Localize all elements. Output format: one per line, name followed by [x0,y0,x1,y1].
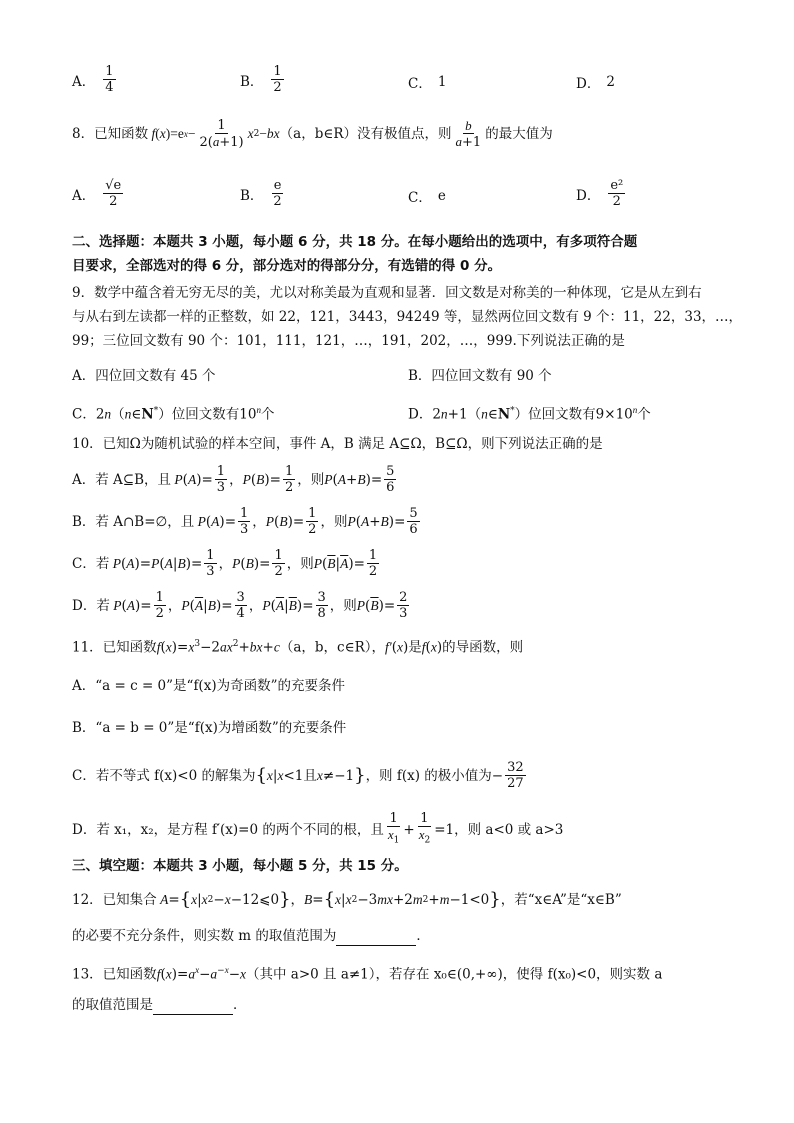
q12-line2: 的必要不充分条件，则实数 m 的取值范围为 ． [72,928,430,944]
q10-option-c: C．若 P ( A )= P ( A | B )= $\frac{1}{3}$ ， P ( B )= $\frac{1}{2}$ ，则 P ( $\overline{B}$ | $\overline{A}$ )= $\frac{1}{2}$ [72,548,378,579]
q8-stem: 8．已知函数 f ( x )=e x − $\frac{1}{2(a+1)}$ x 2 − bx （a，b∈R）没有极值点，则 $\frac{b}{a+1}$ 的最大值为 [72,118,553,150]
q9-line3: 99；三位回文数有 90 个：101，111，121，…，191，202，…，999.下列说法正确的是 [72,333,625,349]
q10-option-a: A．若 A⊆B，且 P ( A )= $\frac{1}{3}$ ， P ( B )= $\frac{1}{2}$ ，则 P ( A + B )= $\frac{5}{6}$ [72,464,395,495]
q10-option-d: D．若 P ( A )= $\frac{1}{2}$ ， P ( $\overline{A}$ | B )= $\frac{3}{4}$ ， P ( $\overline{A}$ | $\overline{B}$ )= $\frac{3}{8}$ ，则 P ( $\overline{B}$ )= $\frac{2}{3}$ [72,590,408,621]
q9-line2: 与从右到左读都一样的正整数，如 22，121，3443，94249 等，显然两位回文数有 9 个：11，22，33，…， [72,309,743,325]
q8-option-c: C． e [408,188,446,206]
fraction: $\frac{\text{e²}}{2}$ [610,178,624,209]
q11-option-b: B．“a = b = 0”是“f(x)为增函数”的充要条件 [72,720,347,736]
q11-option-a: A．“a = c = 0”是“f(x)为奇函数”的充要条件 [72,678,345,694]
q13-line1: 13．已知函数$f(x)=a^x-a^{-x}-x$（其中 a>0 且 a≠1），若存在 x₀∈(0,+∞)，使得 f(x₀)<0，则实数 a [72,965,663,983]
fraction: $\frac{b}{a+1}$ [455,118,482,150]
q13-line2: 的取值范围是 ． [72,997,247,1013]
q8-formula: f [148,126,156,141]
q11-stem: 11．已知函数$f(x)=x^3-2ax^2+bx+c(a$，b，c∈R），f′(x)是f(x)的导函数，则 [72,639,524,656]
fraction: $\frac{√e}{2}$ [105,178,122,209]
section3-title: 三、填空题：本题共 3 小题，每小题 5 分，共 15 分。 [72,858,408,874]
fraction: $\frac{1}{2}$ [273,64,282,95]
fraction: $\frac{1}{4}$ [105,64,114,95]
q10-stem: 10．已知Ω为随机试验的样本空间，事件 A，B 满足 A⊆Ω，B⊆Ω，则下列说法正确的是 [72,436,603,452]
q11-option-c: C．若不等式 f(x)<0 的解集为 { x | x <1且 x ≠−1 } ，则 f(x) 的极小值为 − $\frac{32}{27}$ [72,760,524,791]
q9-option-c: C．2n（n∈N*）位回文数有10$^n$个 [72,405,275,423]
q7-option-a: A． $\frac{1}{4}$ [72,64,114,95]
section2-title-line2: 目要求，全部选对的得 6 分，部分选对的得部分分，有选错的得 0 分。 [72,258,502,274]
q11-option-d: D．若 x₁，x₂，是方程 f′(x)=0 的两个不同的根，且 $\frac{1}{x_1}$ + $\frac{1}{x_2}$ =1 ，则 a<0 或 a>3 [72,811,564,846]
q8-option-d: D． $\frac{\text{e²}}{2}$ [576,178,624,209]
q12-line1: 12．已知集合 A = { x | x 2 − x −12⩽0 } ， B = { x | x 2 −3 mx +2 m 2 + m −1<0 } ，若“x∈A”是“x∈B” [72,889,622,910]
q7-option-b: B． $\frac{1}{2}$ [240,64,282,95]
q9-option-a: A．四位回文数有 45 个 [72,368,216,384]
q9-line1: 9．数学中蕴含着无穷无尽的美，尤以对称美最为直观和显著．回文数是对称美的一种体现，它是从左到右 [72,285,702,301]
q8-option-b: B． $\frac{e}{2}$ [240,178,282,209]
q9-option-b: B．四位回文数有 90 个 [408,368,552,384]
q7-option-c: C． 1 [408,74,447,92]
q9-option-d: D．2n+1（n∈N*）位回文数有$9\times 10^n$个 [408,405,651,423]
fraction: $\frac{1}{2(a+1)}$ [199,118,244,150]
fraction: $\frac{e}{2}$ [273,178,282,209]
q8-option-a: A． $\frac{√e}{2}$ [72,178,122,209]
answer-blank[interactable] [153,1000,233,1015]
q7-option-d: D． 2 [576,74,615,92]
answer-blank[interactable] [336,931,416,946]
q10-option-b: B．若 A∩B=∅，且 P ( A )= $\frac{1}{3}$ ， P ( B )= $\frac{1}{2}$ ，则 P ( A + B )= $\frac{5}{6}$ [72,506,418,537]
section2-title-line1: 二、选择题：本题共 3 小题，每小题 6 分，共 18 分。在每小题给出的选项中，有多项符合题 [72,234,638,250]
